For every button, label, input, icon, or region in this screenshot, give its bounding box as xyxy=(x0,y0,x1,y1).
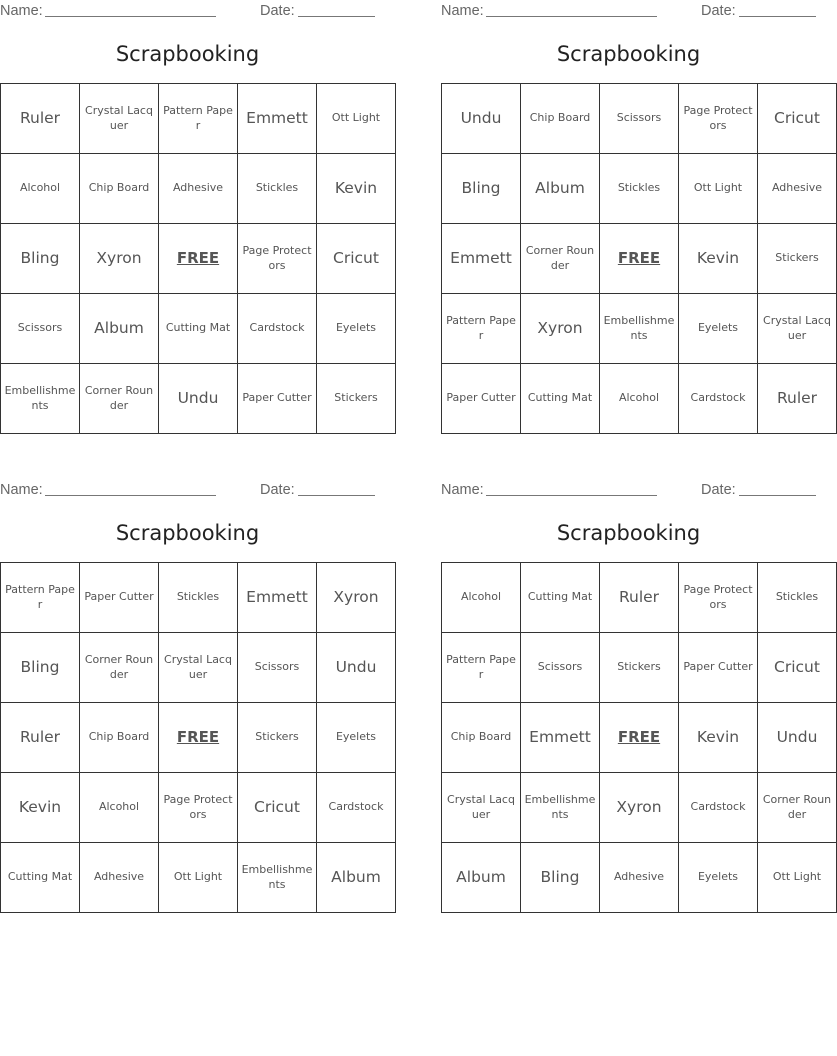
bingo-cell[interactable]: Kevin xyxy=(317,154,396,224)
grid-row xyxy=(442,633,837,703)
bingo-cell[interactable]: Crystal Lacquer xyxy=(159,633,238,703)
free-space-cell[interactable]: FREE xyxy=(600,224,679,294)
grid-row xyxy=(442,843,837,913)
card-title: Scrapbooking xyxy=(115,42,260,66)
bingo-cell[interactable]: Cricut xyxy=(317,224,396,294)
name-label: Name: xyxy=(441,3,484,19)
bingo-cell[interactable]: Kevin xyxy=(1,773,80,843)
bingo-cell[interactable]: Crystal Lacquer xyxy=(442,773,521,843)
bingo-cell[interactable]: Stickles xyxy=(238,154,317,224)
bingo-cell[interactable]: Stickles xyxy=(159,563,238,633)
free-space-cell[interactable]: FREE xyxy=(600,703,679,773)
bingo-cell[interactable]: Scissors xyxy=(1,294,80,364)
bingo-cell[interactable]: Emmett xyxy=(442,224,521,294)
grid-row xyxy=(1,364,396,434)
bingo-cell[interactable]: Undu xyxy=(758,703,837,773)
bingo-cell[interactable]: Xyron xyxy=(600,773,679,843)
bingo-cell[interactable]: Emmett xyxy=(238,84,317,154)
name-label: Name: xyxy=(441,482,484,498)
grid-row xyxy=(1,633,396,703)
bingo-cell[interactable]: Eyelets xyxy=(317,294,396,364)
bingo-grid xyxy=(0,562,396,913)
bingo-cell[interactable]: Xyron xyxy=(80,224,159,294)
bingo-cell[interactable]: Adhesive xyxy=(600,843,679,913)
bingo-cell[interactable]: Embellishments xyxy=(238,843,317,913)
bingo-cell[interactable]: Crystal Lacquer xyxy=(758,294,837,364)
bingo-grid xyxy=(441,83,837,434)
bingo-cell[interactable]: Chip Board xyxy=(80,154,159,224)
bingo-cell[interactable]: Corner Rounder xyxy=(758,773,837,843)
grid-row xyxy=(1,703,396,773)
bingo-cell[interactable]: Page Protectors xyxy=(679,84,758,154)
bingo-cell[interactable]: Cardstock xyxy=(317,773,396,843)
date-label: Date: xyxy=(260,482,295,498)
card-title: Scrapbooking xyxy=(115,521,260,545)
grid-row xyxy=(442,154,837,224)
bingo-cell[interactable]: Page Protectors xyxy=(679,563,758,633)
grid-row xyxy=(442,563,837,633)
bingo-cell[interactable]: Embellishments xyxy=(1,364,80,434)
bingo-cell[interactable]: Ruler xyxy=(1,84,80,154)
date-label: Date: xyxy=(260,3,295,19)
bingo-cell[interactable]: Emmett xyxy=(238,563,317,633)
bingo-cell[interactable]: Ruler xyxy=(1,703,80,773)
bingo-cell[interactable]: Pattern Paper xyxy=(442,633,521,703)
bingo-cell[interactable]: Cutting Mat xyxy=(521,563,600,633)
bingo-cell[interactable]: Ott Light xyxy=(679,154,758,224)
bingo-cell[interactable]: Cutting Mat xyxy=(521,364,600,434)
bingo-cell[interactable]: Xyron xyxy=(317,563,396,633)
date-blank-line[interactable] xyxy=(739,495,816,496)
bingo-card xyxy=(0,479,384,891)
bingo-cell[interactable]: Scissors xyxy=(238,633,317,703)
bingo-cell[interactable]: Cricut xyxy=(238,773,317,843)
bingo-cell[interactable]: Pattern Paper xyxy=(442,294,521,364)
bingo-cell[interactable]: Alcohol xyxy=(600,364,679,434)
bingo-cell[interactable]: Adhesive xyxy=(758,154,837,224)
grid-row xyxy=(1,773,396,843)
bingo-cell[interactable]: Bling xyxy=(442,154,521,224)
bingo-cell[interactable]: Eyelets xyxy=(317,703,396,773)
bingo-cell[interactable]: Ruler xyxy=(600,563,679,633)
name-date-row xyxy=(0,479,375,501)
bingo-cell[interactable]: Stickers xyxy=(238,703,317,773)
bingo-cell[interactable]: Embellishments xyxy=(521,773,600,843)
bingo-cell[interactable]: Page Protectors xyxy=(159,773,238,843)
bingo-cell[interactable]: Chip Board xyxy=(442,703,521,773)
bingo-cell[interactable]: Bling xyxy=(1,633,80,703)
free-space-cell[interactable]: FREE xyxy=(159,703,238,773)
date-blank-line[interactable] xyxy=(739,16,816,17)
date-blank-line[interactable] xyxy=(298,16,375,17)
bingo-cell[interactable]: Page Protectors xyxy=(238,224,317,294)
grid-row xyxy=(442,84,837,154)
bingo-cell[interactable]: Corner Rounder xyxy=(80,364,159,434)
bingo-cell[interactable]: Scissors xyxy=(600,84,679,154)
bingo-cell[interactable]: Stickles xyxy=(600,154,679,224)
bingo-cell[interactable]: Stickers xyxy=(317,364,396,434)
name-blank-line[interactable] xyxy=(486,16,657,17)
name-blank-line[interactable] xyxy=(45,495,216,496)
bingo-cell[interactable]: Album xyxy=(521,154,600,224)
bingo-cell[interactable]: Eyelets xyxy=(679,843,758,913)
bingo-card xyxy=(0,0,381,412)
bingo-cell[interactable]: Bling xyxy=(521,843,600,913)
bingo-cell[interactable]: Stickles xyxy=(758,563,837,633)
bingo-cell[interactable]: Stickers xyxy=(600,633,679,703)
bingo-cell[interactable]: Paper Cutter xyxy=(442,364,521,434)
bingo-grid xyxy=(441,562,837,913)
grid-row xyxy=(1,563,396,633)
bingo-cell[interactable]: Chip Board xyxy=(521,84,600,154)
name-label: Name: xyxy=(0,482,43,498)
bingo-cell[interactable]: Stickers xyxy=(758,224,837,294)
bingo-cell[interactable]: Corner Rounder xyxy=(80,633,159,703)
bingo-cell[interactable]: Paper Cutter xyxy=(80,563,159,633)
bingo-cell[interactable]: Undu xyxy=(317,633,396,703)
bingo-card xyxy=(441,0,831,408)
bingo-cell[interactable]: Album xyxy=(442,843,521,913)
grid-row xyxy=(442,224,837,294)
bingo-cell[interactable]: Ott Light xyxy=(758,843,837,913)
bingo-cell[interactable]: Paper Cutter xyxy=(679,633,758,703)
grid-row xyxy=(442,703,837,773)
grid-row xyxy=(442,364,837,434)
bingo-cell[interactable]: Scissors xyxy=(521,633,600,703)
name-blank-line[interactable] xyxy=(45,16,216,17)
name-date-row xyxy=(441,479,816,501)
bingo-cell[interactable]: Chip Board xyxy=(80,703,159,773)
grid-row xyxy=(1,294,396,364)
name-label: Name: xyxy=(0,3,43,19)
bingo-cell[interactable]: Paper Cutter xyxy=(238,364,317,434)
grid-row xyxy=(1,224,396,294)
bingo-grid xyxy=(0,83,396,434)
bingo-cell[interactable]: Cutting Mat xyxy=(1,843,80,913)
bingo-card xyxy=(441,479,832,887)
bingo-cell[interactable]: Xyron xyxy=(521,294,600,364)
bingo-cell[interactable]: Alcohol xyxy=(1,154,80,224)
bingo-cell[interactable]: Adhesive xyxy=(80,843,159,913)
bingo-cell[interactable]: Adhesive xyxy=(159,154,238,224)
bingo-cell[interactable]: Alcohol xyxy=(442,563,521,633)
bingo-cell[interactable]: Ott Light xyxy=(317,84,396,154)
date-label: Date: xyxy=(701,3,736,19)
bingo-cell[interactable]: Cricut xyxy=(758,84,837,154)
name-blank-line[interactable] xyxy=(486,495,657,496)
bingo-cell[interactable]: Kevin xyxy=(679,703,758,773)
bingo-cell[interactable]: Undu xyxy=(159,364,238,434)
card-title: Scrapbooking xyxy=(556,521,701,545)
free-space-cell[interactable]: FREE xyxy=(159,224,238,294)
grid-row xyxy=(1,84,396,154)
date-label: Date: xyxy=(701,482,736,498)
bingo-cell[interactable]: Corner Rounder xyxy=(521,224,600,294)
bingo-cell[interactable]: Cutting Mat xyxy=(159,294,238,364)
grid-row xyxy=(1,843,396,913)
bingo-cell[interactable]: Undu xyxy=(442,84,521,154)
grid-row xyxy=(442,773,837,843)
bingo-cell[interactable]: Eyelets xyxy=(679,294,758,364)
bingo-cell[interactable]: Pattern Paper xyxy=(159,84,238,154)
bingo-cell[interactable]: Emmett xyxy=(521,703,600,773)
bingo-cell[interactable]: Ruler xyxy=(758,364,837,434)
grid-row xyxy=(1,154,396,224)
bingo-cell[interactable]: Album xyxy=(80,294,159,364)
bingo-cell[interactable]: Bling xyxy=(1,224,80,294)
bingo-cell[interactable]: Embellishments xyxy=(600,294,679,364)
date-blank-line[interactable] xyxy=(298,495,375,496)
bingo-cell[interactable]: Crystal Lacquer xyxy=(80,84,159,154)
card-title: Scrapbooking xyxy=(556,42,701,66)
bingo-cell[interactable]: Kevin xyxy=(679,224,758,294)
bingo-cell[interactable]: Cardstock xyxy=(679,364,758,434)
bingo-cell[interactable]: Alcohol xyxy=(80,773,159,843)
bingo-cell[interactable]: Pattern Paper xyxy=(1,563,80,633)
bingo-cell[interactable]: Ott Light xyxy=(159,843,238,913)
bingo-cell[interactable]: Cricut xyxy=(758,633,837,703)
name-date-row xyxy=(441,0,816,22)
bingo-cell[interactable]: Cardstock xyxy=(679,773,758,843)
name-date-row xyxy=(0,0,375,22)
bingo-cell[interactable]: Album xyxy=(317,843,396,913)
grid-row xyxy=(442,294,837,364)
bingo-cell[interactable]: Cardstock xyxy=(238,294,317,364)
